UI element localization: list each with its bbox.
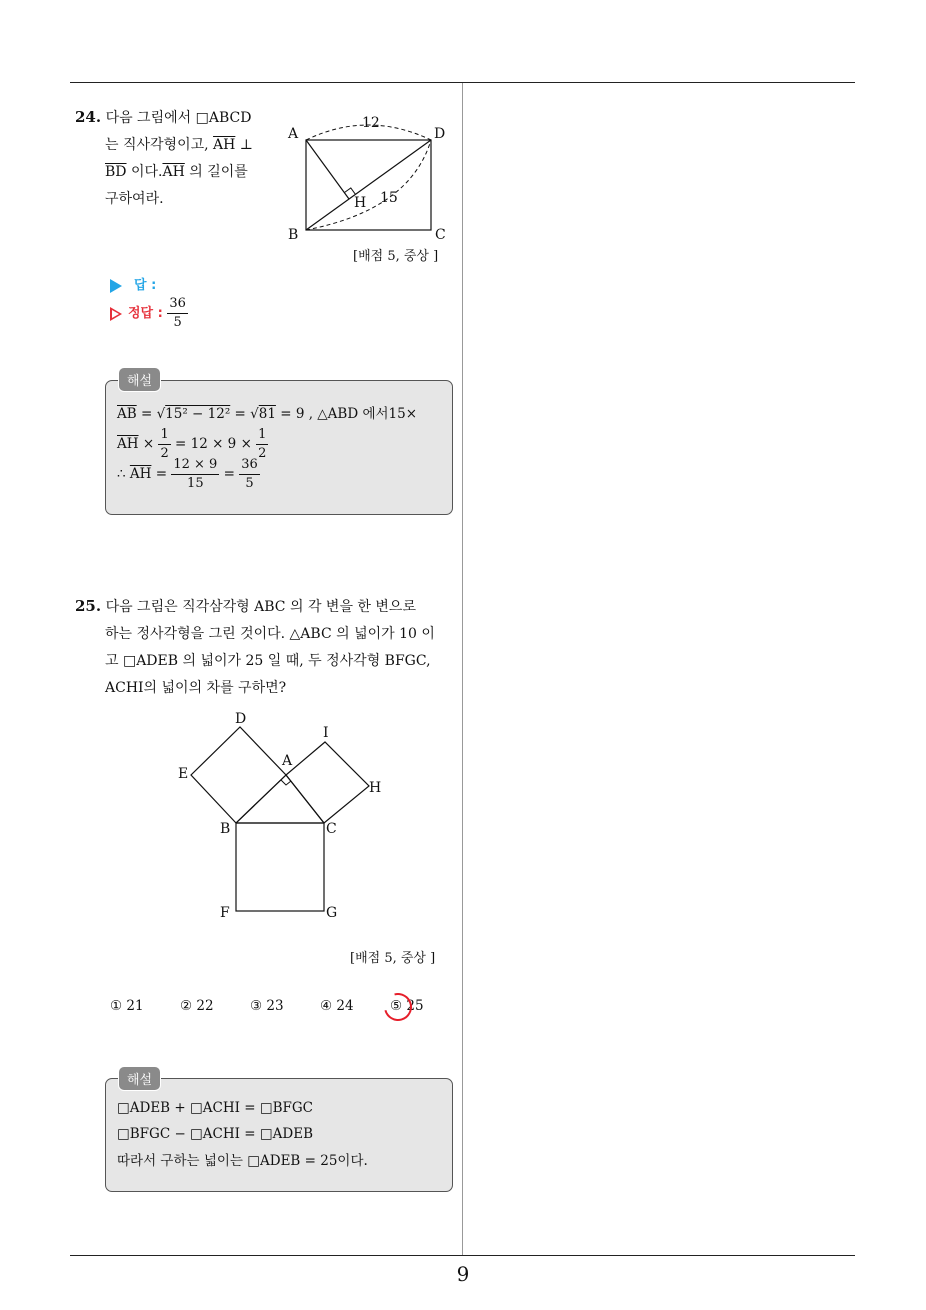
q24-line4: 구하여라.	[105, 191, 164, 207]
q25-line3: 고 □ADEB 의 넓이가 25 일 때, 두 정사각형 BFGC,	[105, 653, 431, 669]
q24-expl-therefore: ∴	[117, 466, 130, 482]
q24-correct-label: 정답 :	[128, 306, 163, 321]
q24-expl-eq2: = √	[230, 406, 259, 422]
q24-answer-row	[110, 274, 156, 293]
q25-label-d: D	[235, 711, 247, 727]
q25-expl-line3: 따라서 구하는 넓이는 □ADEB = 25이다.	[117, 1153, 368, 1169]
q24-line3a: 이다.	[126, 164, 163, 180]
q25-line2: 하는 정사각형을 그린 것이다. △ABC 의 넓이가 10 이	[105, 626, 435, 642]
q25-label-f: F	[220, 905, 230, 921]
q25-label-g: G	[326, 905, 338, 921]
q25-square-bfgc	[236, 823, 324, 911]
q24-line2a: 는 직사각형이고,	[105, 137, 214, 153]
answer-arrow-icon	[110, 279, 122, 293]
q24-expl-frac1-num: 12 × 9	[171, 456, 219, 475]
q25-square-achi	[286, 742, 369, 823]
footer-rule	[70, 1255, 855, 1256]
q25-expl-line1: □ADEB + □ACHI = □BFGC	[117, 1100, 313, 1116]
q24-expl-rest: = 9 , △ABD 에서15×	[275, 406, 418, 422]
q24-explanation-tag: 해설	[118, 367, 161, 392]
q24-line1: 다음 그림에서 □ABCD	[105, 110, 252, 126]
q24-label-a: A	[288, 126, 299, 142]
q24-number: 24.	[75, 108, 102, 126]
q24-segment-ah	[306, 140, 349, 199]
q24-expl-half1-den: 2	[160, 446, 169, 461]
q25-right-angle-mark	[281, 780, 291, 785]
choice-5[interactable]: ⑤ 25	[390, 998, 424, 1014]
q24-expl-times: ×	[138, 436, 159, 452]
correct-arrow-icon	[110, 307, 122, 321]
q24-expl-frac1-den: 15	[187, 476, 204, 491]
q24-expl-half2-den: 2	[258, 446, 267, 461]
choice-1[interactable]: ① 21	[110, 998, 144, 1014]
q24-label-b: B	[288, 227, 299, 243]
q24-right-angle-mark	[344, 188, 355, 194]
q24-expl-rad2: 81	[258, 406, 276, 422]
q24-line3-bd: $\overline{BD}$	[105, 164, 127, 180]
q25-side-ac	[286, 775, 324, 823]
q25-line1: 다음 그림은 직각삼각형 ABC 의 각 변을 한 변으로	[105, 599, 416, 615]
q24-expl-rad1: 15² − 12²	[165, 406, 231, 422]
q24-figure	[280, 110, 460, 245]
q24-expl-eq1: = √	[136, 406, 166, 422]
q24-correct-fraction	[167, 295, 188, 332]
q24-expl-frac1	[171, 456, 219, 493]
q24-line2b: ⊥	[235, 137, 253, 153]
q24-correct-num: 36	[167, 295, 188, 314]
q25-explanation-tag: 해설	[118, 1066, 161, 1091]
q25-label-i: I	[323, 725, 329, 741]
q24-expl-line3	[117, 456, 260, 493]
q24-label-d: D	[434, 126, 446, 142]
q24-label-h: H	[354, 195, 367, 211]
q24-label-c: C	[435, 227, 446, 243]
q24-expl-mid: = 12 × 9 ×	[170, 436, 257, 452]
q24-expl-frac2-den: 5	[245, 476, 254, 491]
q24-correct-row	[110, 295, 188, 332]
page-number: 9	[456, 1262, 470, 1286]
q24-line2-ah: $\overline{AH}$	[213, 137, 236, 153]
q24-expl-frac2	[239, 456, 260, 493]
choice-2[interactable]: ② 22	[180, 998, 214, 1014]
q24-expl-frac2-num: 36	[239, 456, 260, 475]
q24-expl-eq3: =	[151, 466, 172, 482]
column-divider	[462, 83, 463, 1255]
q24-answer-label: 답 :	[134, 278, 157, 293]
q25-label-a: A	[282, 753, 293, 769]
q25-label-c: C	[326, 821, 337, 837]
q24-label-15: 15	[380, 190, 398, 206]
q25-figure	[170, 705, 390, 925]
q24-expl-ah2: $\overline{AH}$	[129, 466, 152, 482]
q25-number: 25.	[75, 597, 102, 615]
q25-label-h: H	[369, 780, 382, 796]
q25-text	[75, 593, 460, 702]
q24-line3-ah: $\overline{AH}$	[162, 164, 185, 180]
selected-answer-mark-icon	[379, 988, 417, 1026]
q24-diagonal-bd	[306, 140, 431, 230]
q24-label-12: 12	[362, 115, 380, 131]
q24-expl-ah: $\overline{AH}$	[117, 436, 139, 452]
q24-expl-half1-num: 1	[158, 426, 170, 445]
q25-score: [배점 5, 중상 ]	[350, 951, 436, 966]
choice-3[interactable]: ③ 23	[250, 998, 284, 1014]
q24-expl-line1	[117, 404, 417, 424]
q25-side-ab	[236, 775, 286, 823]
q25-label-e: E	[178, 766, 189, 782]
choice-4[interactable]: ④ 24	[320, 998, 354, 1014]
q25-square-adeb	[191, 727, 286, 823]
q25-line4: ACHI의 넓이의 차를 구하면?	[105, 680, 287, 696]
q25-label-b: B	[220, 821, 231, 837]
q24-expl-half2-num: 1	[256, 426, 268, 445]
q24-expl-eq4: =	[219, 466, 240, 482]
q24-score: [배점 5, 중상 ]	[353, 249, 439, 264]
q24-line3b: 의 길이를	[184, 164, 248, 180]
q24-text	[75, 104, 275, 213]
q24-correct-den: 5	[173, 315, 182, 330]
q24-expl-ab: $\overline{AB}$	[117, 406, 137, 422]
q25-expl-line2: □BFGC − □ACHI = □ADEB	[117, 1126, 313, 1142]
